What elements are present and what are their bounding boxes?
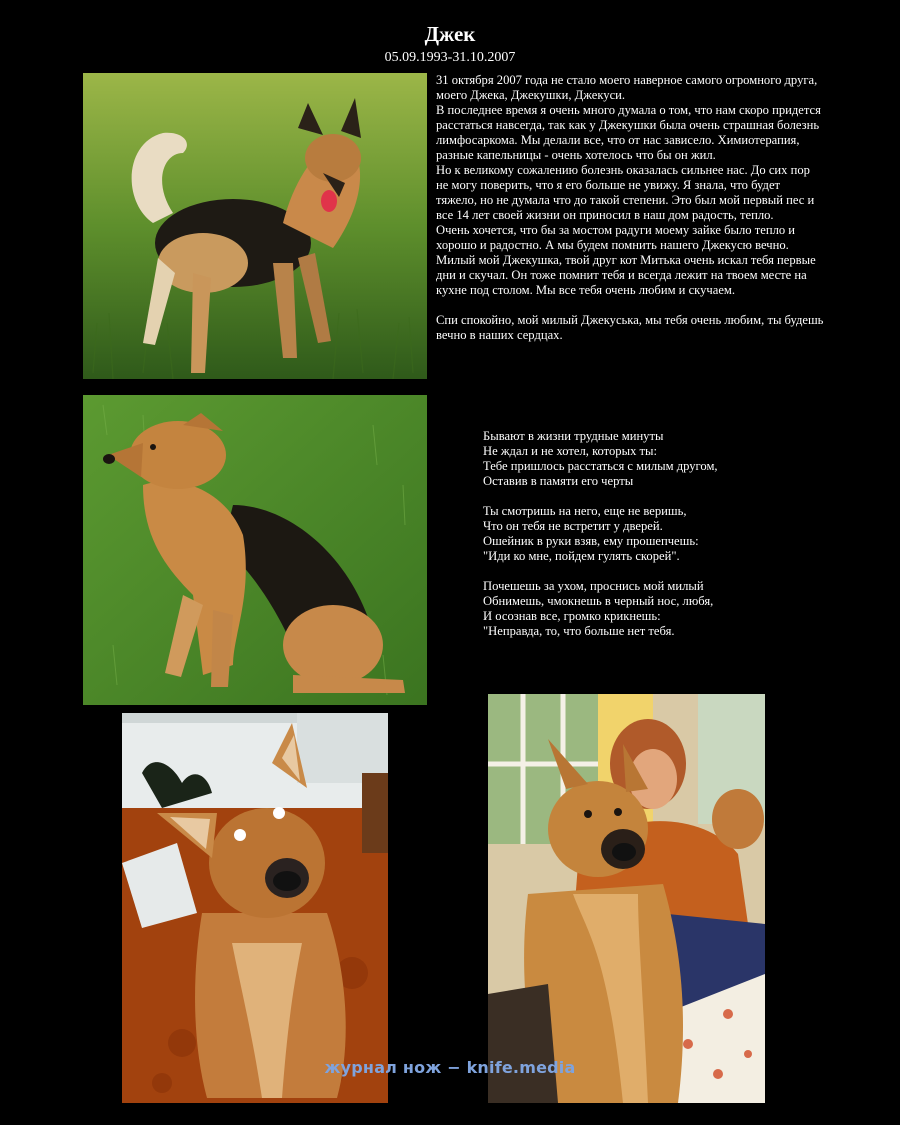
photo-dog-indoors-on-carpet bbox=[122, 713, 388, 1103]
story-paragraph: Очень хочется, что бы за мостом радуги моему зайке было тепло и хорошо и радостно. А мы будем помнить нашего Джекусю вечно. bbox=[436, 223, 796, 252]
story-paragraph: 31 октября 2007 года не стало моего наверное самого огромного друга, моего Джека, Джекушки, Джекуси. bbox=[436, 73, 818, 102]
memorial-dates: 05.09.1993-31.10.2007 bbox=[384, 50, 516, 65]
poem-line: Ты смотришь на него, еще не веришь, bbox=[483, 504, 687, 518]
poem-line: Бывают в жизни трудные минуты bbox=[483, 429, 664, 443]
story-paragraph: В последнее время я очень много думала о том, что нам скоро придется расстаться навсегда, так как у Джекушки была очень страшная болезнь лимфосаркома. Мы делали все, что от нас зависело. Химиотерапия, разные капельницы - очень хотелось что бы он жил. bbox=[436, 103, 821, 162]
memorial-title: Джек bbox=[424, 22, 476, 46]
watermark: журнал нож − knife.media bbox=[324, 1058, 576, 1077]
poem-line: "Иди ко мне, пойдем гулять скорей". bbox=[483, 549, 680, 563]
poem-line: Тебе пришлось расстаться с милым другом, bbox=[483, 459, 718, 473]
story-closing: Спи спокойно, мой милый Джекуська, мы тебя очень любим, ты будешь вечно в наших сердцах. bbox=[436, 313, 824, 342]
poem-line: Оставив в памяти его черты bbox=[483, 474, 634, 488]
story-paragraph: Милый мой Джекушка, твой друг кот Митька очень искал тебя первые дни и скучал. Он тоже помнит тебя и всегда лежит на твоем месте на кухне под столом. Мы все тебя очень любим и скучаем. bbox=[436, 253, 816, 297]
poem-line: Что он тебя не встретит у дверей. bbox=[483, 519, 663, 533]
poem-line: Не ждал и не хотел, которых ты: bbox=[483, 444, 657, 458]
photo-dog-with-owner bbox=[488, 694, 765, 1103]
poem bbox=[483, 429, 823, 654]
poem-line: Обнимешь, чмокнешь в черный нос, любя, bbox=[483, 594, 714, 608]
poem-stanza bbox=[483, 504, 823, 564]
poem-line: Почешешь за ухом, проснись мой милый bbox=[483, 579, 704, 593]
poem-line: "Неправда, то, что больше нет тебя. bbox=[483, 624, 675, 638]
poem-line: И осознав все, громко крикнешь: bbox=[483, 609, 661, 623]
story-text bbox=[436, 73, 824, 343]
photo-dog-standing-in-grass bbox=[83, 73, 427, 379]
poem-line: Ошейник в руки взяв, ему прошепчешь: bbox=[483, 534, 699, 548]
poem-stanza bbox=[483, 579, 823, 639]
photo-dog-sitting-on-lawn bbox=[83, 395, 427, 705]
story-paragraph: Но к великому сожалению болезнь оказалась сильнее нас. До сих пор не могу поверить, что я его больше не увижу. Я знала, что будет тяжело, но не думала что до такой степени. Это был мой первый пес и все 14 лет своей жизни он приносил в наш дом радость, тепло. bbox=[436, 163, 815, 222]
poem-stanza bbox=[483, 429, 823, 489]
